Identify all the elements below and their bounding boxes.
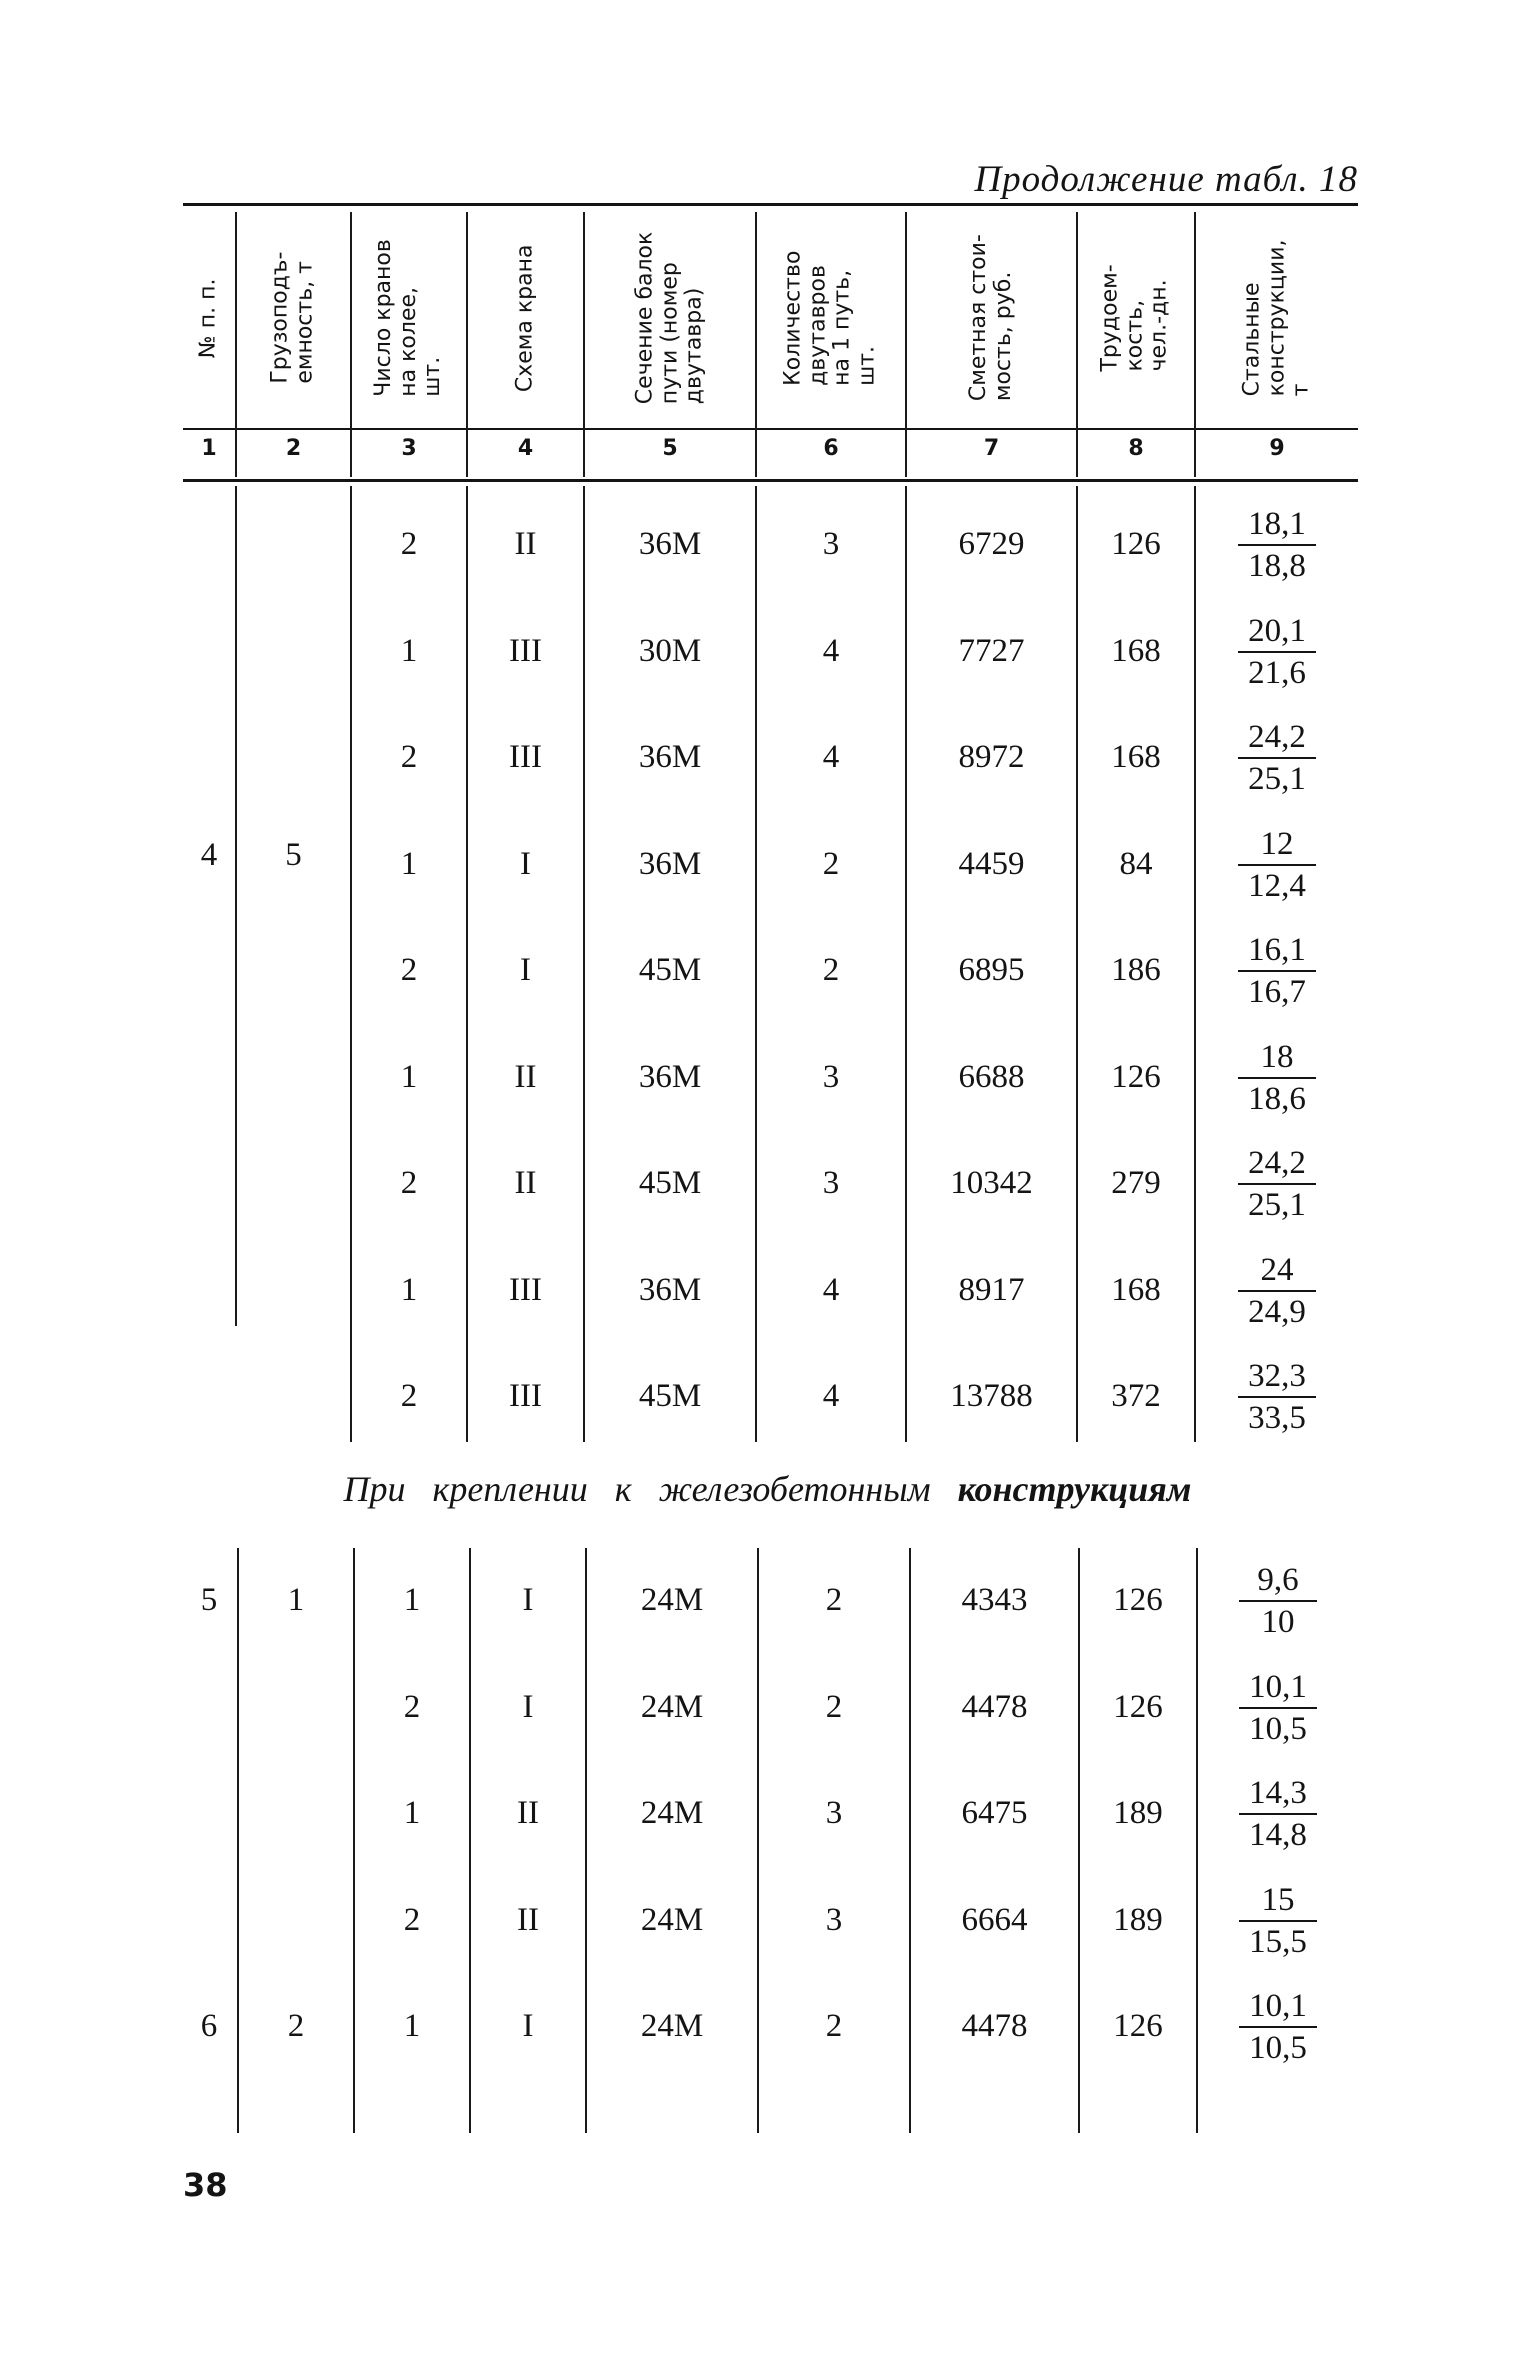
cell-section: 36М: [638, 526, 702, 562]
cell-count: 4: [822, 632, 840, 669]
cell-cranes: 1: [400, 845, 418, 882]
cell-cranes: 2: [403, 1901, 421, 1938]
cell-cranes: 2: [403, 1688, 421, 1725]
steel-bottom: 12,4: [1248, 867, 1306, 904]
cell-section: 24М: [640, 1688, 704, 1725]
cell-labor: 84: [1119, 845, 1153, 882]
column-number: 4: [517, 436, 534, 461]
cell-cranes: 2: [400, 526, 418, 562]
steel-bottom: 16,7: [1248, 974, 1306, 1010]
cell-cost: 6729: [958, 526, 1025, 562]
cell-cranes: 2: [400, 1165, 418, 1201]
cell-scheme: I: [522, 1582, 534, 1618]
column-number: 6: [823, 436, 839, 461]
cell-cost: 8972: [958, 739, 1025, 775]
column-number: 5: [662, 436, 678, 461]
cell-cost: 4459: [958, 845, 1025, 882]
cell-count: 3: [822, 1165, 840, 1201]
header-no: № п. п.: [195, 278, 221, 358]
header-capacity: Грузоподъ- емность, т: [267, 251, 318, 385]
steel-bottom: 18,6: [1248, 1080, 1306, 1117]
steel-bottom: 21,6: [1248, 654, 1306, 691]
cell-cost: 13788: [950, 1378, 1033, 1414]
steel-top: 18: [1238, 1037, 1316, 1079]
cell-cranes: 1: [403, 1795, 421, 1831]
cell-section: 24М: [640, 2008, 704, 2044]
cell-no: 4: [200, 837, 218, 873]
header-cranes: Число кранов на колее, шт.: [371, 239, 446, 397]
cell-section: 24М: [640, 1582, 704, 1618]
steel-top: 24,2: [1238, 717, 1316, 759]
cell-labor: 279: [1111, 1165, 1161, 1201]
cell-cost: 6688: [958, 1058, 1025, 1095]
page-number: 38: [183, 2166, 228, 2204]
cell-scheme: III: [509, 739, 542, 775]
cell-labor: 189: [1113, 1795, 1163, 1831]
cell-cranes: 1: [403, 1582, 421, 1618]
steel-bottom: 24,9: [1248, 1293, 1306, 1330]
steel-bottom: 15,5: [1249, 1923, 1307, 1960]
column-number: 7: [983, 436, 1000, 461]
cell-section: 45М: [638, 952, 702, 988]
column-number: 8: [1128, 436, 1144, 461]
cell-cost: 4478: [961, 2008, 1028, 2044]
header-steel: Стальные конструкции, т: [1239, 239, 1314, 397]
cell-cranes: 1: [400, 632, 418, 669]
cell-section: 45М: [638, 1165, 702, 1201]
cell-scheme: I: [522, 2008, 534, 2044]
steel-bottom: 33,5: [1248, 1400, 1306, 1436]
cell-steel: [1196, 717, 1358, 799]
cell-scheme: II: [514, 1058, 537, 1095]
cell-count: 2: [822, 952, 840, 988]
steel-top: 10,1: [1239, 1986, 1317, 2028]
cell-steel: [1196, 824, 1358, 906]
steel-top: 24,2: [1238, 1143, 1316, 1185]
steel-bottom: 10,5: [1249, 2030, 1307, 2066]
cell-cranes: 1: [403, 2008, 421, 2044]
cell-cranes: 2: [400, 739, 418, 775]
steel-bottom: 25,1: [1248, 761, 1306, 797]
column-number: 1: [201, 436, 217, 461]
cell-capacity: 5: [285, 837, 302, 873]
cell-steel: [1196, 504, 1358, 586]
cell-count: 3: [825, 1795, 843, 1831]
steel-top: 20,1: [1238, 611, 1316, 653]
steel-top: 10,1: [1239, 1667, 1317, 1709]
cell-scheme: I: [522, 1688, 534, 1725]
cell-capacity: 2: [287, 2008, 305, 2044]
cell-count: 2: [825, 1582, 843, 1618]
cell-count: 3: [822, 1058, 840, 1095]
cell-cranes: 2: [400, 1378, 418, 1414]
cell-section: 30М: [638, 632, 702, 669]
cell-cost: 8917: [958, 1271, 1025, 1308]
cell-cost: 7727: [958, 632, 1025, 669]
column-number: 2: [285, 436, 302, 461]
cell-labor: 186: [1111, 952, 1161, 988]
cell-count: 4: [822, 739, 840, 775]
cell-section: 24М: [640, 1795, 704, 1831]
rule-header: [183, 428, 1358, 430]
cell-scheme: II: [514, 1165, 537, 1201]
cell-scheme: III: [509, 632, 542, 669]
cell-steel: [1196, 611, 1358, 693]
cell-labor: 126: [1113, 2008, 1163, 2044]
rule-top: [183, 203, 1358, 206]
column-number: 9: [1269, 436, 1285, 461]
rule-numbers: [183, 479, 1358, 482]
cell-labor: 126: [1113, 1582, 1163, 1618]
cell-labor: 126: [1111, 1058, 1161, 1095]
header-labor: Трудоем- кость, чел.-дн.: [1098, 264, 1173, 372]
cell-section: 24М: [640, 1901, 704, 1938]
steel-top: 12: [1238, 824, 1316, 866]
cell-steel: [1196, 1143, 1358, 1225]
cell-cost: 10342: [950, 1165, 1033, 1201]
cell-section: 45М: [638, 1378, 702, 1414]
cell-labor: 168: [1111, 739, 1161, 775]
cell-steel: [1196, 1250, 1358, 1332]
cell-steel: [1196, 930, 1358, 1012]
steel-bottom: 18,8: [1248, 548, 1306, 584]
cell-scheme: I: [520, 952, 531, 988]
cell-steel: [1198, 1986, 1358, 2068]
cell-steel: [1198, 1560, 1358, 1642]
cell-cost: 6475: [961, 1795, 1028, 1831]
cell-cost: 4478: [961, 1688, 1028, 1725]
steel-bottom: 10: [1261, 1604, 1295, 1640]
cell-cost: 6895: [958, 952, 1025, 988]
cell-scheme: II: [514, 526, 537, 562]
cell-count: 4: [822, 1271, 840, 1308]
cell-scheme: II: [517, 1795, 539, 1831]
cell-labor: 168: [1111, 1271, 1161, 1308]
cell-capacity: 1: [287, 1582, 305, 1618]
cell-steel: [1198, 1773, 1358, 1855]
header-section: Сечение балок пути (номер двутавра): [632, 231, 707, 405]
body-divider: [235, 486, 237, 1326]
cell-section: 36М: [638, 1058, 702, 1095]
header-scheme: Схема крана: [512, 244, 538, 392]
cell-scheme: I: [520, 845, 531, 882]
cell-steel: [1196, 1037, 1358, 1119]
steel-top: 16,1: [1238, 930, 1316, 972]
cell-count: 2: [825, 1688, 843, 1725]
cell-count: 3: [825, 1901, 843, 1938]
steel-top: 14,3: [1239, 1773, 1317, 1815]
cell-labor: 126: [1113, 1688, 1163, 1725]
steel-top: 15: [1239, 1880, 1317, 1922]
cell-section: 36М: [638, 739, 702, 775]
cell-steel: [1196, 1356, 1358, 1438]
steel-top: 18,1: [1238, 504, 1316, 546]
steel-bottom: 14,8: [1249, 1817, 1307, 1853]
steel-bottom: 10,5: [1249, 1710, 1307, 1747]
cell-cranes: 2: [400, 952, 418, 988]
steel-top: 24: [1238, 1250, 1316, 1292]
cell-section: 36М: [638, 1271, 702, 1308]
cell-cranes: 1: [400, 1271, 418, 1308]
cell-scheme: II: [517, 1901, 539, 1938]
steel-top: 32,3: [1238, 1356, 1316, 1398]
header-count: Количество двутавров на 1 путь, шт.: [780, 250, 880, 386]
cell-steel: [1198, 1880, 1358, 1962]
cell-labor: 189: [1113, 1901, 1163, 1938]
cell-labor: 168: [1111, 632, 1161, 669]
cell-section: 36М: [638, 845, 702, 882]
cell-count: 4: [822, 1378, 840, 1414]
section-title: При креплении к железобетонным конструкциям: [343, 1469, 1192, 1509]
cell-no: 6: [200, 2008, 218, 2044]
table-caption: Продолжение табл. 18: [974, 159, 1358, 200]
cell-count: 2: [822, 845, 840, 882]
cell-labor: 126: [1111, 526, 1161, 562]
cell-cost: 6664: [961, 1901, 1028, 1938]
cell-count: 2: [825, 2008, 843, 2044]
cell-count: 3: [822, 526, 840, 562]
header-cost: Сметная стои- мость, руб.: [965, 234, 1016, 402]
cell-no: 5: [200, 1582, 218, 1618]
steel-bottom: 25,1: [1248, 1187, 1306, 1223]
cell-cost: 4343: [961, 1582, 1028, 1618]
column-number: 3: [401, 436, 417, 461]
cell-scheme: III: [509, 1378, 542, 1414]
cell-scheme: III: [509, 1271, 542, 1308]
cell-steel: [1198, 1667, 1358, 1749]
cell-labor: 372: [1111, 1378, 1161, 1414]
steel-top: 9,6: [1239, 1560, 1317, 1602]
cell-cranes: 1: [400, 1058, 418, 1095]
